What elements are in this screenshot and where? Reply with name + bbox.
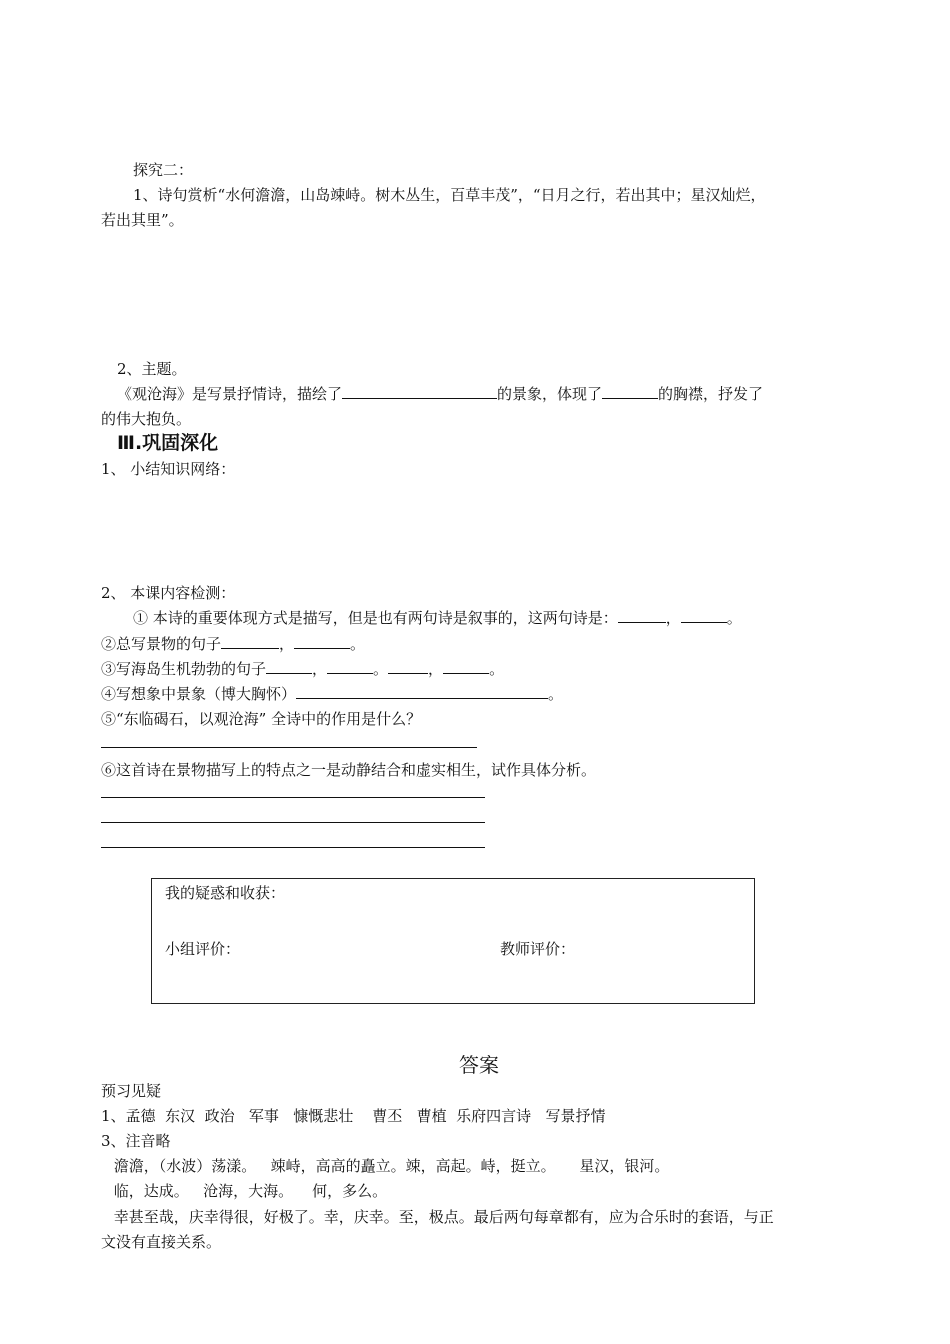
answers-line2: 临，达成。 沧海，大海。 何，多么。 xyxy=(109,1182,388,1200)
q1-blank-1[interactable] xyxy=(618,608,666,623)
question-3 xyxy=(101,659,504,679)
q3-blank-3[interactable] xyxy=(388,659,428,674)
theme-text-b: 的景象，体现了 xyxy=(497,385,603,403)
answers-line3: 幸甚至哉，庆幸得很，好极了。幸，庆幸。至，极点。最后两句每章都有，应为合乐时的套语，与正 xyxy=(109,1208,774,1226)
question-1-text: ① 本诗的重要体现方式是描写，但是也有两句诗是叙事的，这两句诗是： xyxy=(133,609,618,627)
q6-answer-line-3[interactable] xyxy=(101,847,485,848)
explore2-q1-line2: 若出其里”。 xyxy=(101,211,184,229)
section3-heading: Ⅲ.巩固深化 xyxy=(117,432,219,454)
answers-line4: 文没有直接关系。 xyxy=(101,1233,222,1251)
q5-answer-line[interactable] xyxy=(101,747,477,748)
question-4 xyxy=(101,684,563,704)
q3-comma-2: ， xyxy=(428,660,444,678)
question-3-text: ③写海岛生机勃勃的句子 xyxy=(101,660,267,678)
theme-blank-scene[interactable] xyxy=(342,384,497,399)
q3-blank-2[interactable] xyxy=(327,659,373,674)
question-6: ⑥这首诗在景物描写上的特点之一是动静结合和虚实相生，试作具体分析。 xyxy=(101,761,597,779)
q3-blank-4[interactable] xyxy=(443,659,489,674)
section3-item2: 2、 本课内容检测： xyxy=(101,584,236,602)
answers-preview: 预习见疑 xyxy=(101,1082,162,1100)
q6-answer-line-2[interactable] xyxy=(101,822,485,823)
theme-text-a: 《观沧海》是写景抒情诗，描绘了 xyxy=(117,385,343,403)
section3-item1: 1、 小结知识网络： xyxy=(101,460,236,478)
theme-blank-mind[interactable] xyxy=(602,384,658,399)
explore2-title: 探究二： xyxy=(133,161,194,179)
q4-period: 。 xyxy=(548,685,564,703)
answers-a1: 1、孟德 东汉 政治 军事 慷慨悲壮 曹丕 曹植 乐府四言诗 写景抒情 xyxy=(101,1107,606,1125)
q6-answer-line-1[interactable] xyxy=(101,797,485,798)
doubts-label: 我的疑惑和收获： xyxy=(165,884,286,902)
theme-sentence xyxy=(117,384,763,404)
q2-period: 。 xyxy=(350,635,366,653)
q3-blank-1[interactable] xyxy=(266,659,312,674)
q4-blank[interactable] xyxy=(296,684,548,699)
q2-blank-2[interactable] xyxy=(294,634,350,649)
question-2-text: ②总写景物的句子 xyxy=(101,635,222,653)
q3-comma: ， xyxy=(312,660,328,678)
group-eval-label: 小组评价： xyxy=(165,940,241,958)
question-5: ⑤“东临碣石，以观沧海” 全诗中的作用是什么？ xyxy=(101,710,422,728)
explore2-q2-title: 2、主题。 xyxy=(117,360,187,378)
answers-a3: 3、注音略 xyxy=(101,1132,171,1150)
answers-title: 答案 xyxy=(459,1053,499,1077)
q1-period: 。 xyxy=(726,609,742,627)
q1-comma: ， xyxy=(665,609,681,627)
q1-blank-2[interactable] xyxy=(681,608,727,623)
teacher-eval-label: 教师评价： xyxy=(500,940,576,958)
q3-period-1: 。 xyxy=(373,660,389,678)
answers-line1: 澹澹，（水波）荡漾。 竦峙，高高的矗立。竦，高起。峙，挺立。 星汉，银河。 xyxy=(109,1157,670,1175)
q3-period-2: 。 xyxy=(489,660,505,678)
question-1 xyxy=(133,608,742,628)
theme-line2: 的伟大抱负。 xyxy=(101,410,192,428)
question-4-text: ④写想象中景象（博大胸怀） xyxy=(101,685,297,703)
q2-comma: ， xyxy=(279,635,295,653)
question-2 xyxy=(101,634,365,654)
theme-text-c: 的胸襟，抒发了 xyxy=(658,385,764,403)
q2-blank-1[interactable] xyxy=(221,634,279,649)
explore2-q1-line1: 1、诗句赏析“水何澹澹，山岛竦峙。树木丛生，百草丰茂”，“日月之行，若出其中；星汉灿烂， xyxy=(133,186,766,204)
